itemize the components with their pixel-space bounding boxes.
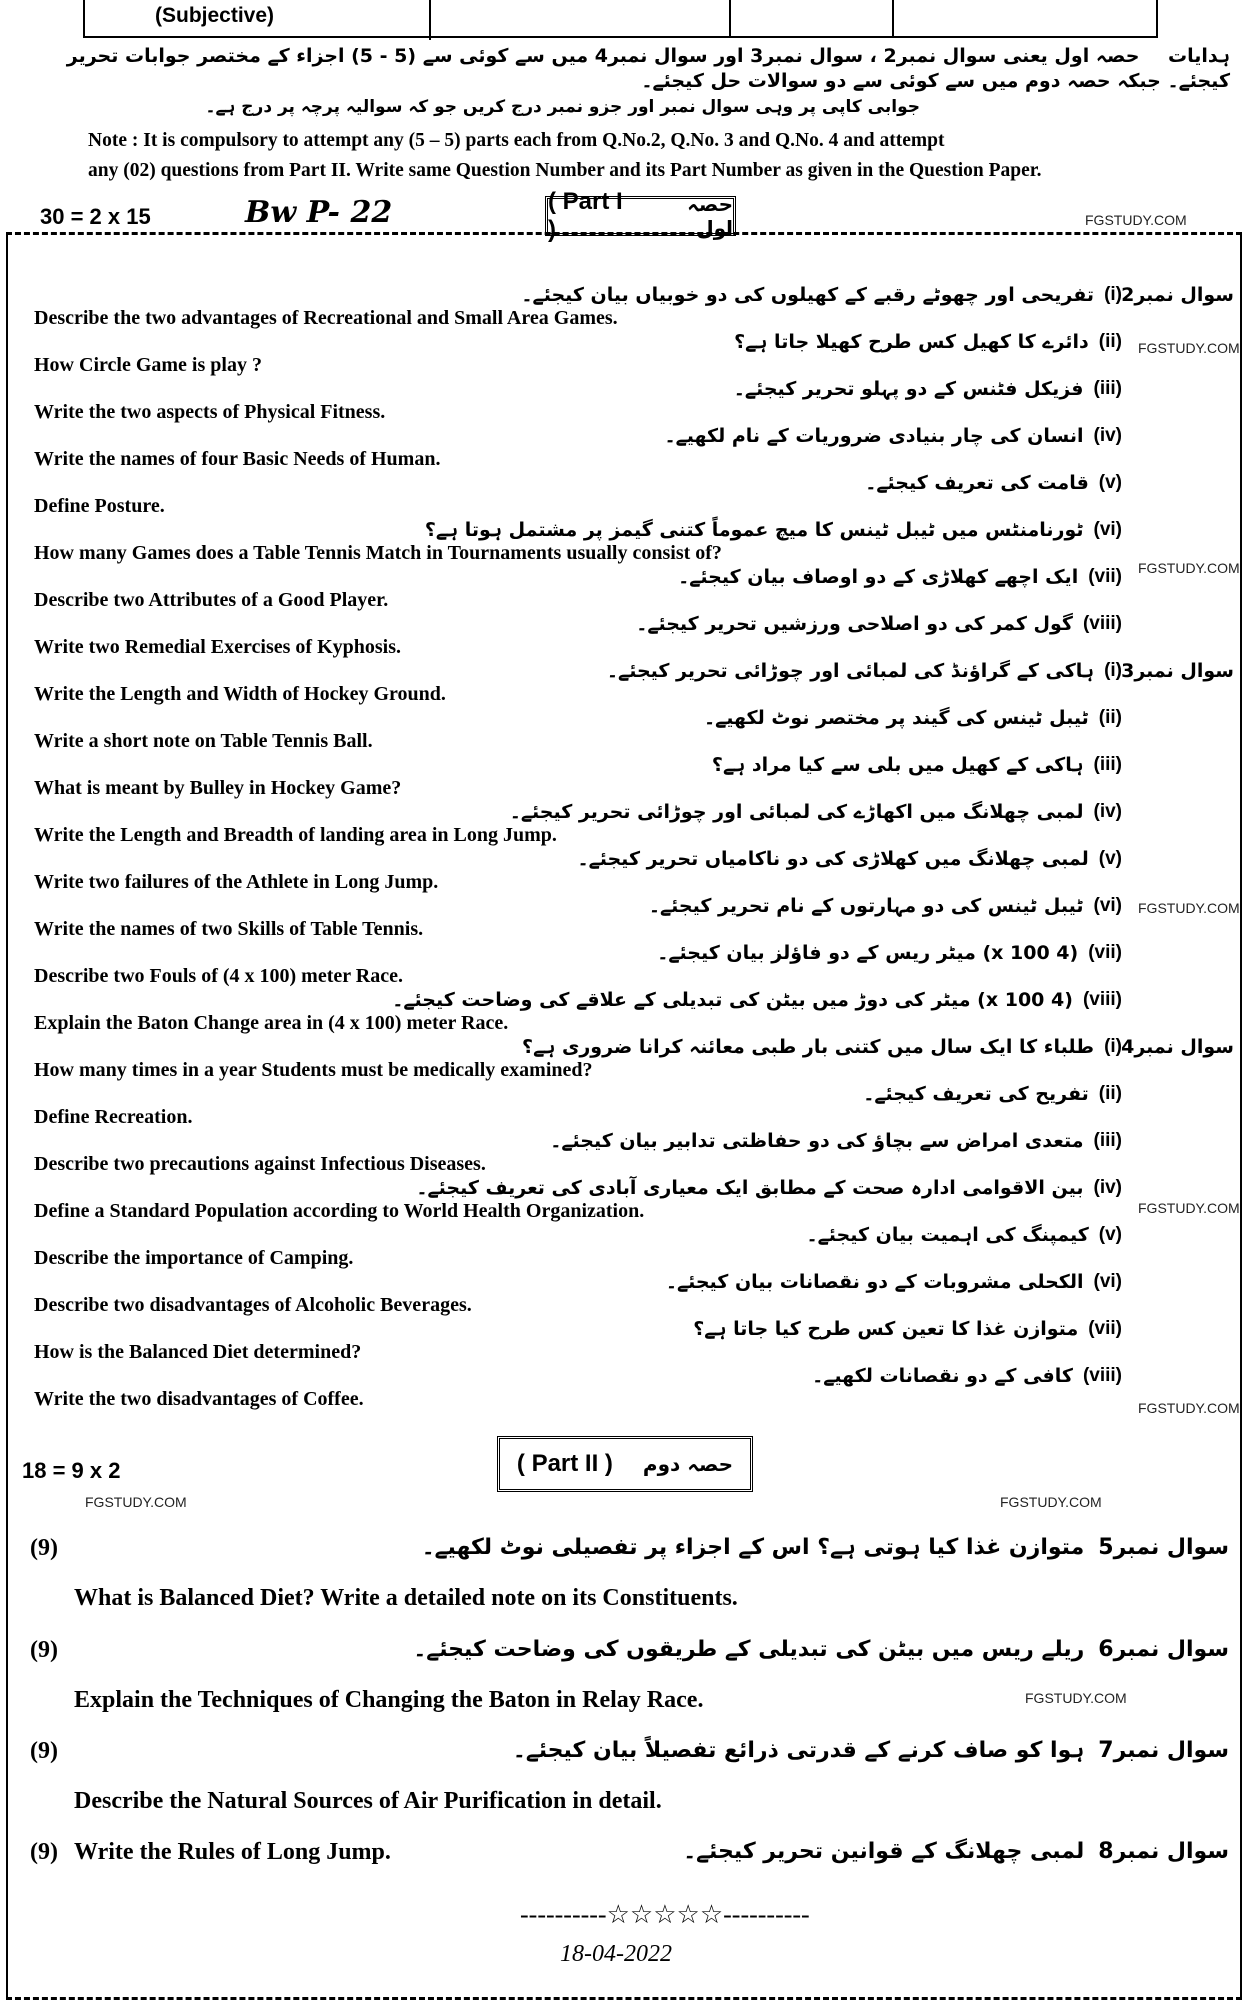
part2-urdu: حصہ دوم (642, 1452, 734, 1476)
question-urdu-group (734, 378, 1122, 400)
header-cell (431, 0, 731, 36)
question-item (34, 1224, 1234, 1271)
question-english: How is the Balanced Diet determined? (34, 1341, 362, 1363)
question-urdu-group (416, 1177, 1122, 1199)
question-urdu-group (704, 707, 1122, 729)
question-english: Explain the Techniques of Changing the Baton in Relay Race. (74, 1687, 704, 1713)
question-urdu-group (422, 1534, 1229, 1562)
question-english: How Circle Game is play ? (34, 354, 262, 376)
part1-label: ( Part I ) (548, 188, 623, 243)
question-urdu: تفریحی اور چھوٹے رقبے کے کھیلوں کی دو خوبیاں بیان کیجئے۔ (521, 284, 1095, 306)
question-marks: (9) (30, 1535, 58, 1561)
question-item (34, 707, 1234, 754)
question-number-label: سوال نمبر8 (1098, 1839, 1229, 1864)
question-urdu: ٹیبل ٹینس کی گیند پر مختصر نوٹ لکھیے۔ (703, 707, 1089, 729)
question-urdu-group (392, 989, 1122, 1011)
question-urdu-group (657, 942, 1122, 964)
question-item (34, 1036, 1234, 1083)
part-number: (iii) (1093, 378, 1122, 399)
note-line2: any (02) questions from Part II. Write same Question Number and its Part Number as given in the Question Paper. (88, 160, 1042, 181)
part-number: (vi) (1093, 1271, 1122, 1292)
question-number-label: سوال نمبر7 (1098, 1738, 1229, 1763)
question-english: How many times in a year Students must be medically examined? (34, 1059, 593, 1081)
question-english: Write the Length and Breadth of landing area in Long Jump. (34, 824, 557, 846)
header-cell (894, 0, 1156, 36)
question-english: Describe the importance of Camping. (34, 1247, 354, 1269)
question-number-label: سوال نمبر6 (1098, 1637, 1229, 1662)
question-urdu: لمبی چھلانگ میں کھلاڑی کی دو ناکامیاں تحریر کیجئے۔ (577, 848, 1089, 870)
question-item (34, 801, 1234, 848)
question-item (34, 895, 1234, 942)
question-urdu: دائرے کا کھیل کس طرح کھیلا جاتا ہے؟ (734, 331, 1089, 353)
question-urdu: ٹورنامنٹس میں ٹیبل ٹینس کا میچ عموماً کتنی گیمز پر مشتمل ہوتا ہے؟ (424, 519, 1084, 541)
part-number: (vi) (1093, 895, 1122, 916)
question-item (34, 1083, 1234, 1130)
question-english: Define Recreation. (34, 1106, 193, 1128)
question-urdu: قامت کی تعریف کیجئے۔ (865, 472, 1089, 494)
question-urdu-group (649, 895, 1122, 917)
question-item (34, 1318, 1234, 1365)
question-urdu: متوازن غذا کیا ہوتی ہے؟ اس کے اجزاء پر تفصیلی نوٹ لکھیے۔ (421, 1535, 1085, 1560)
part-number: (v) (1098, 848, 1122, 869)
watermark: FGSTUDY.COM (1000, 1494, 1102, 1510)
header-table (83, 0, 1158, 38)
question-urdu-group (865, 472, 1122, 494)
part-number: (viii) (1082, 613, 1122, 634)
instructions-urdu (20, 44, 1230, 94)
part-number: (vi) (1093, 519, 1122, 540)
question-item (34, 284, 1234, 331)
question-item (34, 1271, 1234, 1318)
question-item (34, 989, 1234, 1036)
part1-marks: 30 = 2 x 15 (40, 204, 151, 229)
question-item (34, 425, 1234, 472)
question-urdu: (4 x 100) میٹر ریس کے دو فاؤلز بیان کیجئے۔ (657, 942, 1079, 964)
question-number-label: سوال نمبر2 (1121, 284, 1234, 306)
part2-label: ( Part II ) (516, 1450, 613, 1477)
question-urdu-group (522, 1036, 1122, 1058)
question-english: What is meant by Bulley in Hockey Game? (34, 777, 402, 799)
question-urdu: ہاکی کے گراؤنڈ کی لمبائی اور چوڑائی تحریر کیجئے۔ (606, 660, 1095, 682)
part1-urdu: حصہ اول (687, 192, 733, 240)
question-english: Describe two Attributes of a Good Player. (34, 589, 389, 611)
question-item (34, 331, 1234, 378)
question-english: Write the names of two Skills of Table Tennis. (34, 918, 424, 940)
watermark: FGSTUDY.COM (1138, 900, 1240, 916)
question-urdu: کیمپنگ کی اہمیت بیان کیجئے۔ (806, 1224, 1089, 1246)
part-number: (viii) (1082, 989, 1122, 1010)
part-number: (i) (1104, 1036, 1122, 1057)
question-urdu: طلباء کا ایک سال میں کتنی بار طبی معائنہ کرانا ضروری ہے؟ (522, 1036, 1095, 1058)
subjective-label: (Subjective) (85, 0, 431, 40)
question-english: Write a short note on Table Tennis Ball. (34, 730, 373, 752)
question-urdu: ریلے ریس میں بیٹن کی تبدیلی کے طریقوں کی وضاحت کیجئے۔ (413, 1637, 1085, 1662)
part-number: (iii) (1093, 1130, 1122, 1151)
part-number: (iv) (1093, 425, 1122, 446)
question-urdu-group (863, 1083, 1122, 1105)
part-number: (v) (1098, 472, 1122, 493)
question-english: Describe the two advantages of Recreational and Small Area Games. (34, 307, 618, 329)
question-item (34, 1130, 1234, 1177)
question-english: Write the names of four Basic Needs of Human. (34, 448, 441, 470)
end-stars: ----------☆☆☆☆☆---------- (520, 1900, 810, 1929)
question-urdu-group (413, 1636, 1229, 1664)
question-item (34, 1365, 1234, 1412)
question-urdu: لمبی چھلانگ کے قوانین تحریر کیجئے۔ (683, 1839, 1085, 1864)
part-number: (v) (1098, 1224, 1122, 1245)
question-urdu-group (636, 613, 1122, 635)
question-english: How many Games does a Table Tennis Match in Tournaments usually consist of? (34, 542, 722, 564)
question-urdu: ایک اچھے کھلاڑی کے دو اوصاف بیان کیجئے۔ (678, 566, 1079, 588)
question-english: Define a Standard Population according to World Health Organization. (34, 1200, 645, 1222)
question-english: Define Posture. (34, 495, 165, 517)
question-urdu: (4 x 100) میٹر کی دوڑ میں بیٹن کی تبدیلی کے علاقے کی وضاحت کیجئے۔ (392, 989, 1073, 1011)
question-urdu: ہوا کو صاف کرنے کے قدرتی ذرائع تفصیلاً بیان کیجئے۔ (512, 1738, 1085, 1763)
watermark: FGSTUDY.COM (1025, 1690, 1127, 1706)
question-english: Write the two aspects of Physical Fitness. (34, 401, 386, 423)
watermark: FGSTUDY.COM (1138, 1400, 1240, 1416)
question-item (34, 660, 1234, 707)
part-number: (i) (1104, 660, 1122, 681)
part-number: (ii) (1098, 1083, 1122, 1104)
question-english: Write two Remedial Exercises of Kyphosis. (34, 636, 402, 658)
part-number: (viii) (1082, 1365, 1122, 1386)
question-item (34, 378, 1234, 425)
watermark: FGSTUDY.COM (1085, 212, 1187, 228)
watermark: FGSTUDY.COM (1138, 1200, 1240, 1216)
question-english: Explain the Baton Change area in (4 x 100) meter Race. (34, 1012, 509, 1034)
question-urdu: الکحلی مشروبات کے دو نقصانات بیان کیجئے۔ (665, 1271, 1084, 1293)
question-urdu: تفریح کی تعریف کیجئے۔ (863, 1083, 1089, 1105)
question-english: Write the two disadvantages of Coffee. (34, 1388, 364, 1410)
question-english: Describe the Natural Sources of Air Purification in detail. (74, 1788, 662, 1814)
question-urdu: ٹیبل ٹینس کی دو مہارتوں کے نام تحریر کیجئے۔ (648, 895, 1084, 917)
question-urdu: کافی کے دو نقصانات لکھیے۔ (812, 1365, 1073, 1387)
part-number: (ii) (1098, 331, 1122, 352)
question-english: Describe two Fouls of (4 x 100) meter Race. (34, 965, 403, 987)
question-urdu-group (734, 331, 1122, 353)
part-number: (i) (1104, 284, 1122, 305)
part-number: (vii) (1088, 1318, 1122, 1339)
question-english: Write the Rules of Long Jump. (74, 1839, 391, 1865)
question-urdu-group (664, 425, 1122, 447)
question-urdu: فزیکل فٹنس کے دو پہلو تحریر کیجئے۔ (733, 378, 1084, 400)
question-item (34, 942, 1234, 989)
instructions-line2: جوابی کاپی پر وہی سوال نمبر اور جزو نمبر درج کریں جو کہ سوالیہ پرچہ پر درج ہے۔ (205, 97, 920, 117)
question-item (34, 519, 1234, 566)
question-urdu-group (521, 284, 1122, 306)
question-number-label: سوال نمبر5 (1098, 1535, 1229, 1560)
question-urdu-group (666, 1271, 1122, 1293)
question-marks: (9) (30, 1738, 58, 1764)
question-item (34, 472, 1234, 519)
part-number: (vii) (1088, 566, 1122, 587)
question-urdu-group (812, 1365, 1122, 1387)
question-urdu-group (425, 519, 1122, 541)
question-marks: (9) (30, 1839, 58, 1865)
question-urdu: ہاکی کے کھیل میں بلی سے کیا مراد ہے؟ (711, 754, 1084, 776)
instructions-line1: حصہ اول یعنی سوال نمبر2 ، سوال نمبر3 اور سوال نمبر4 میں سے کوئی سے (5 - 5) اجزاء کے مختصر جوابات تحریر کیجئے۔ جبکہ حصہ دوم میں سے کوئی سے دو سوالات حل کیجئے۔ (66, 45, 1230, 92)
part-number: (iii) (1093, 754, 1122, 775)
question-urdu-group (693, 1318, 1122, 1340)
part2-heading (497, 1436, 753, 1492)
signature-date: 18-04-2022 (560, 1941, 672, 1967)
question-number-label: سوال نمبر3 (1121, 660, 1234, 682)
question-urdu-group (577, 848, 1122, 870)
question-urdu: متعدی امراض سے بچاؤ کی دو حفاظتی تدابیر بیان کیجئے۔ (550, 1130, 1084, 1152)
question-urdu: انسان کی چار بنیادی ضروریات کے نام لکھیے۔ (664, 425, 1084, 447)
question-english: Describe two precautions against Infectious Diseases. (34, 1153, 486, 1175)
watermark: FGSTUDY.COM (1138, 560, 1240, 576)
watermark: FGSTUDY.COM (85, 1494, 187, 1510)
question-marks: (9) (30, 1637, 58, 1663)
question-item (34, 754, 1234, 801)
question-item (34, 848, 1234, 895)
header-cell (731, 0, 894, 36)
part-number: (ii) (1098, 707, 1122, 728)
part-number: (vii) (1088, 942, 1122, 963)
question-urdu-group (510, 801, 1122, 823)
part-number: (iv) (1093, 1177, 1122, 1198)
note-line1: Note : It is compulsory to attempt any (5 – 5) parts each from Q.No.2, Q.No. 3 and Q.No. 4 and attempt (88, 130, 945, 151)
paper-code: Bw P- 22 (245, 195, 393, 230)
part-number: (iv) (1093, 801, 1122, 822)
question-urdu: لمبی چھلانگ میں اکھاڑے کی لمبائی اور چوڑائی تحریر کیجئے۔ (509, 801, 1084, 823)
question-urdu-group (550, 1130, 1122, 1152)
question-english: Write the Length and Width of Hockey Ground. (34, 683, 446, 705)
question-english: Write two failures of the Athlete in Long Jump. (34, 871, 439, 893)
question-urdu-group (607, 660, 1122, 682)
question-item (34, 613, 1234, 660)
question-item (34, 1177, 1234, 1224)
instructions-label: ہدایات (1168, 45, 1230, 67)
question-english: Describe two disadvantages of Alcoholic Beverages. (34, 1294, 472, 1316)
watermark: FGSTUDY.COM (1138, 340, 1240, 356)
question-urdu: گول کمر کی دو اصلاحی ورزشیں تحریر کیجئے۔ (636, 613, 1073, 635)
part2-marks: 18 = 9 x 2 (22, 1458, 121, 1483)
part1-heading (545, 188, 736, 243)
question-english: What is Balanced Diet? Write a detailed note on its Constituents. (74, 1585, 738, 1611)
question-item (34, 566, 1234, 613)
question-urdu-group (678, 566, 1122, 588)
question-urdu: بین الاقوامی ادارہ صحت کے مطابق ایک معیاری آبادی کی تعریف کیجئے۔ (416, 1177, 1084, 1199)
question-urdu-group (513, 1737, 1229, 1765)
question-number-label: سوال نمبر4 (1121, 1036, 1234, 1058)
question-urdu-group (712, 754, 1122, 776)
english-note (88, 126, 1238, 186)
question-urdu-group (683, 1838, 1229, 1866)
question-urdu: متوازن غذا کا تعین کس طرح کیا جاتا ہے؟ (693, 1318, 1079, 1340)
question-urdu-group (807, 1224, 1123, 1246)
